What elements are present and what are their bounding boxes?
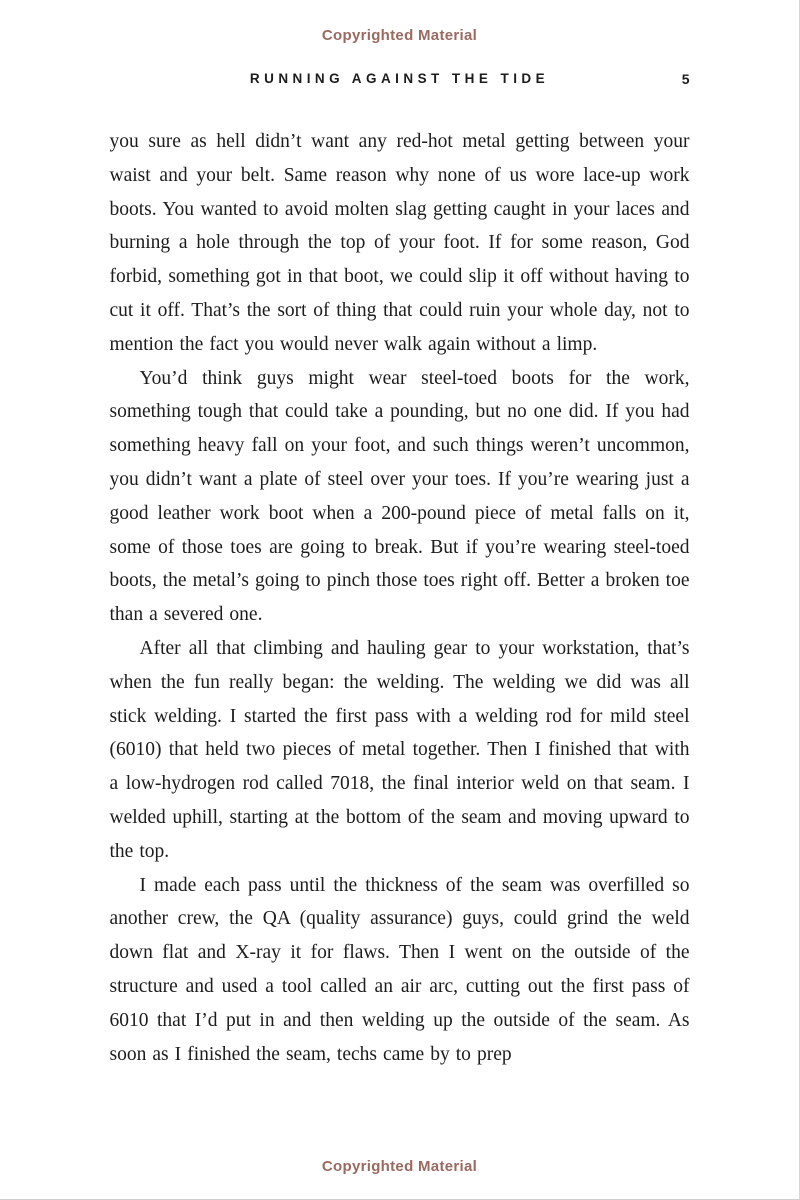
- copyright-notice-top: Copyrighted Material: [321, 27, 478, 44]
- paragraph: You’d think guys might wear steel-toed boots for the work, something tough that could take a pounding, but no one did. If you had something heavy fall on your foot, and such things weren’t uncommon, you didn’t want a plate of steel over your toes. If you’re wearing just a good leather work boot when a 200-pound piece of metal falls on it, some of those toes are going to break. But if you’re wearing steel-toed boots, the metal’s going to pinch those toes right off. Better a broken toe than a severed one.: [109, 367, 690, 626]
- paragraph: you sure as hell didn’t want any red-hot metal getting between your waist and your belt. Same reason why none of us wore lace-up work boots. You wanted to avoid molten slag getting caught in your laces and burning a hole through the top of your foot. If for some reason, God forbid, something got in that boot, we could slip it off without having to cut it off. That’s the sort of thing that could ruin your whole day, not to mention the fact you would never walk again without a limp.: [109, 131, 690, 355]
- copyright-notice-bottom: Copyrighted Material: [321, 1158, 478, 1175]
- page-header: [110, 71, 690, 91]
- paragraph: After all that climbing and hauling gear to your workstation, that’s when the fun really began: the welding. The welding we did was all stick welding. I started the first pass with a welding rod for mild steel (6010) that held two pieces of metal together. Then I finished that with a low-hydrogen rod called 7018, the final interior weld on that seam. I welded uphill, starting at the bottom of the seam and moving upward to the top.: [109, 637, 690, 862]
- body-text: [110, 125, 690, 1071]
- paragraph: I made each pass until the thickness of the seam was overfilled so another crew, the QA (quality assurance) guys, could grind the weld down flat and X-ray it for flaws. Then I went on the outside of the structure and used a tool called an air arc, cutting out the first pass of 6010 that I’d put in and then welding up the outside of the seam. As soon as I finished the seam, techs came by to prep: [109, 874, 690, 1065]
- page-number: 5: [681, 71, 690, 87]
- running-head-title: RUNNING AGAINST THE TIDE: [249, 71, 550, 86]
